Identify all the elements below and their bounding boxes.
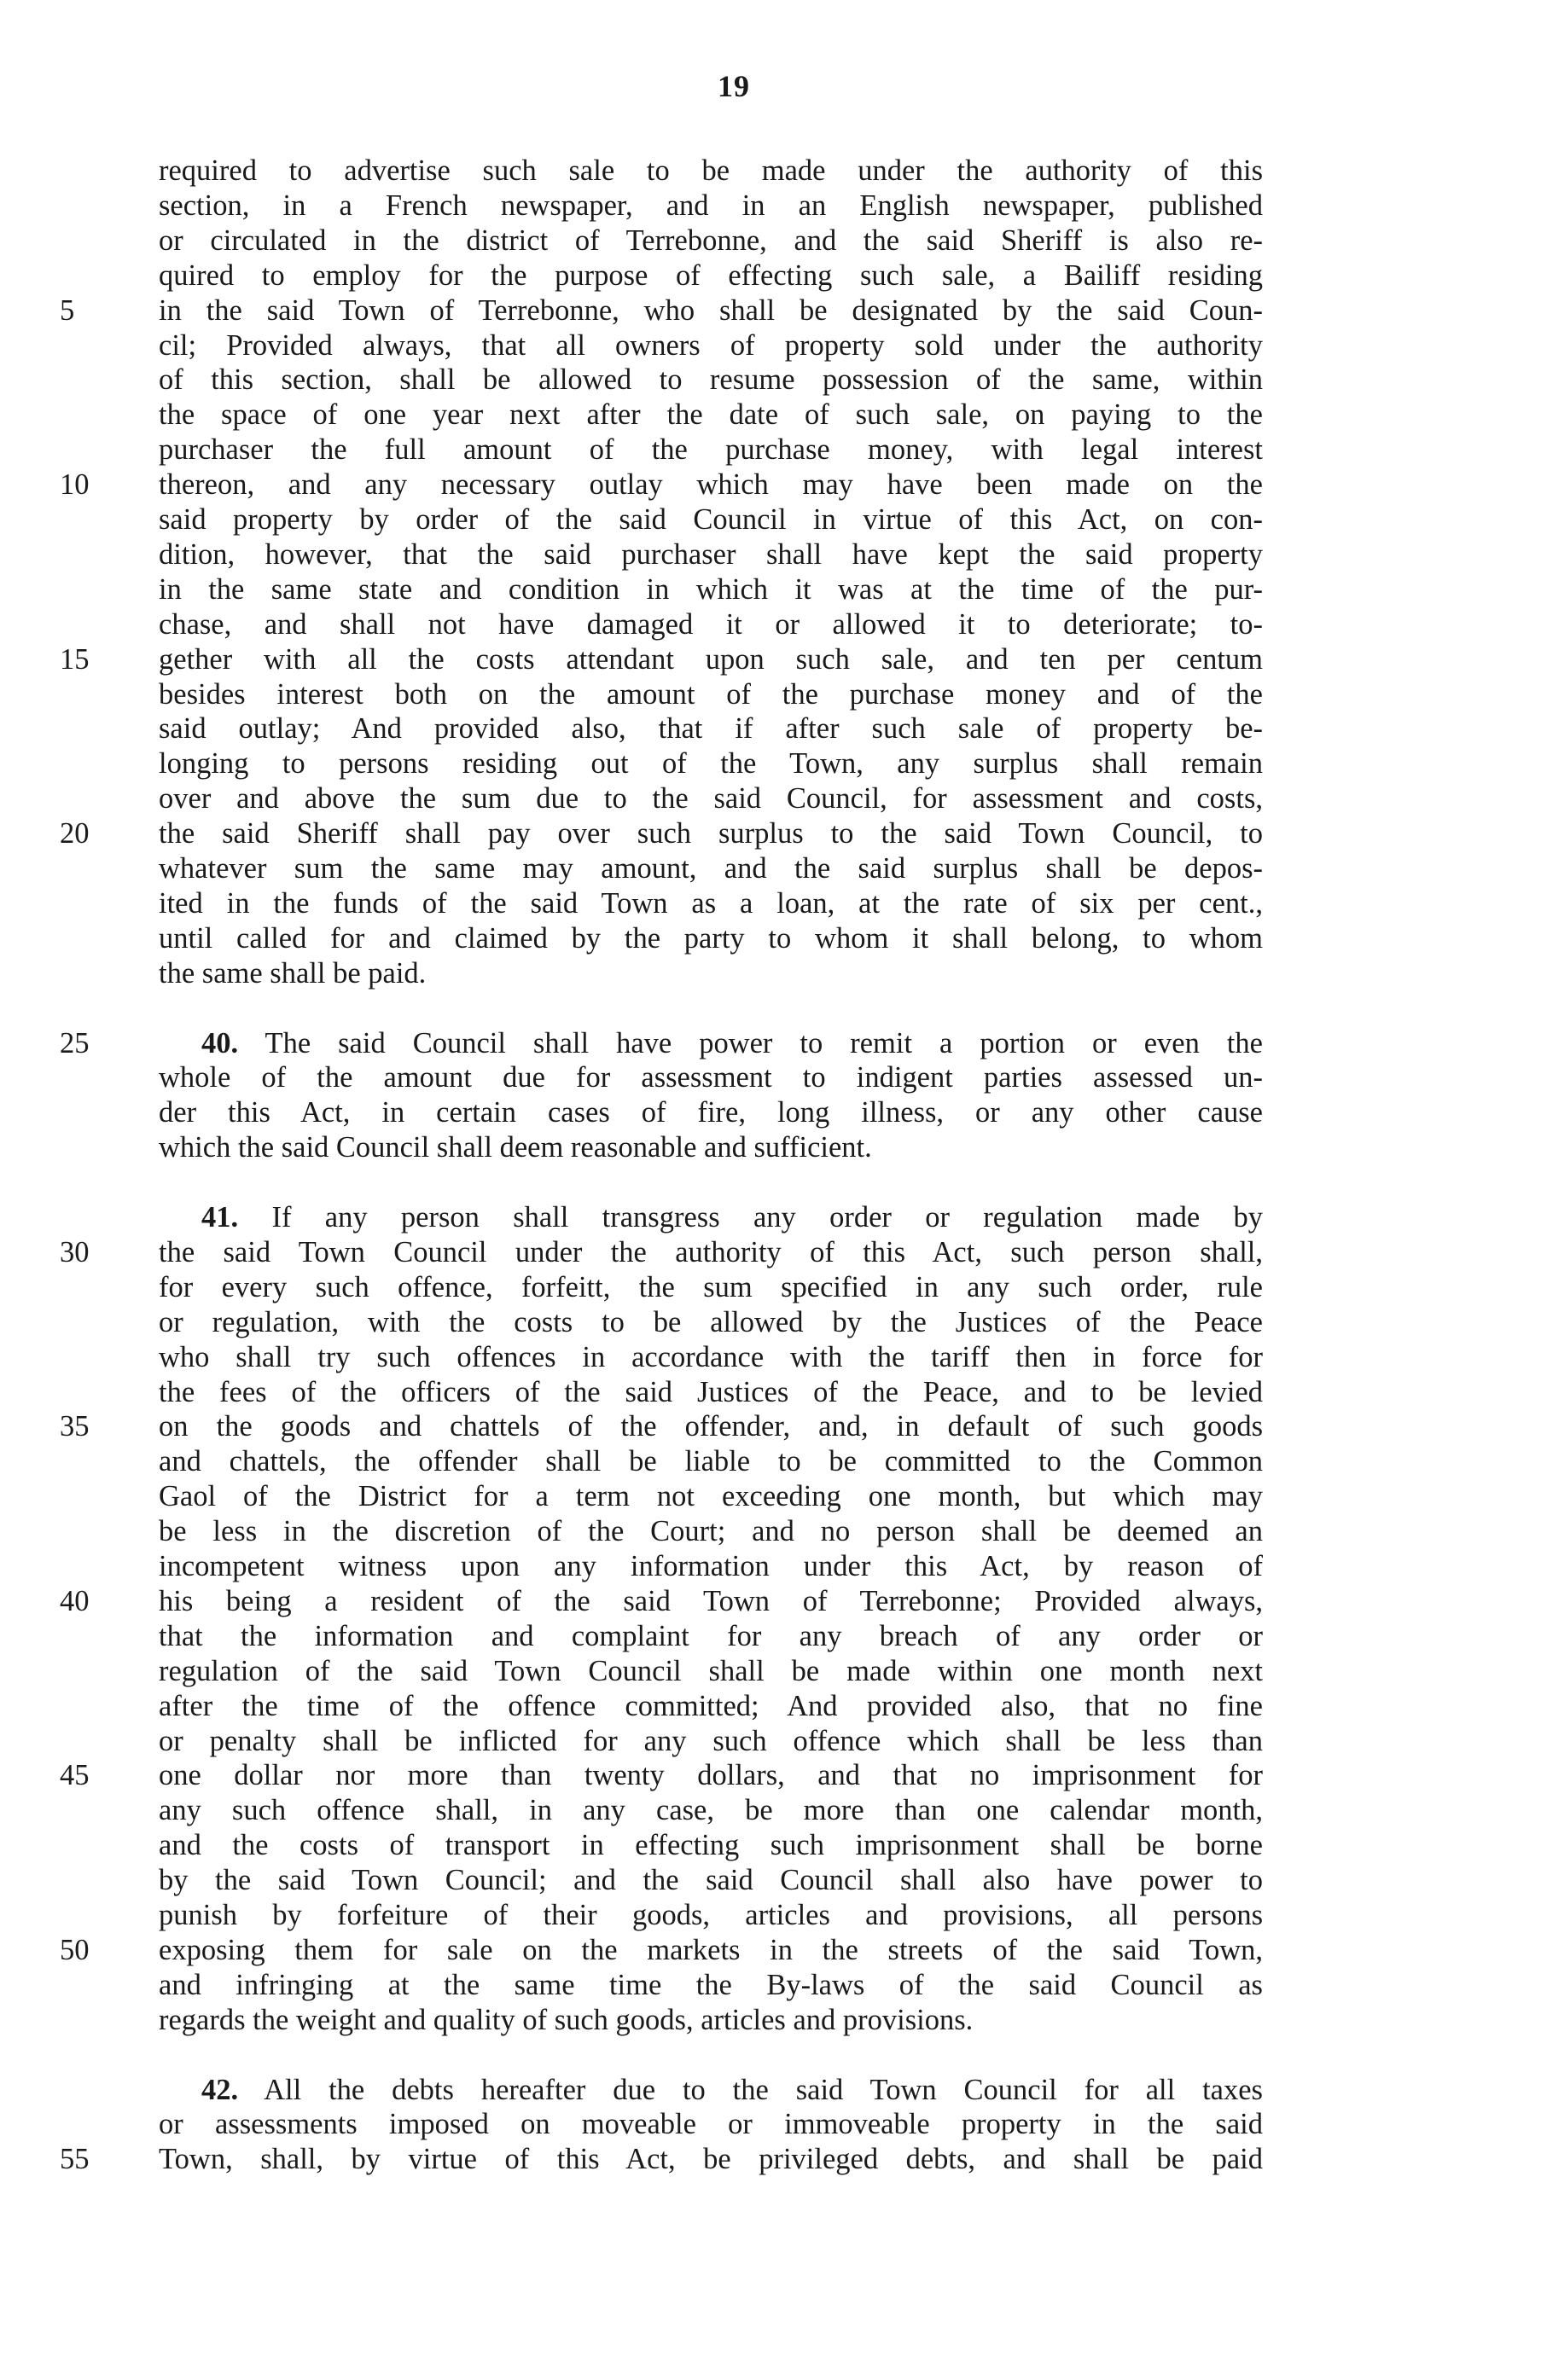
margin-line-number: 45 — [60, 1759, 90, 1792]
line-text: and the costs of transport in effecting such imprisonment shall be borne — [159, 1829, 1263, 1862]
text-line — [159, 2105, 1263, 2143]
text-line — [159, 1966, 1263, 2004]
line-text: exposing them for sale on the markets in the streets of the said Town, — [159, 1933, 1263, 1966]
line-text: be less in the discretion of the Court; and no person shall be deemed an — [159, 1515, 1263, 1548]
line-text: The said Council shall have power to remit a portion or even the — [265, 1026, 1263, 1059]
line-text: the fees of the officers of the said Justices of the Peace, and to be levied — [159, 1375, 1263, 1408]
text-line — [159, 1547, 1263, 1585]
line-text: one dollar nor more than twenty dollars, and that no imprisonment for — [159, 1759, 1263, 1792]
text-line — [159, 361, 1263, 398]
margin-line-number: 30 — [60, 1235, 90, 1268]
text-line — [159, 1234, 1263, 1271]
text-line — [159, 1756, 1263, 1794]
text-line — [159, 466, 1263, 503]
section-number: 40. — [201, 1026, 239, 1059]
text-line — [159, 955, 1263, 992]
section-first-line — [201, 1199, 1263, 1236]
line-text: in the same state and condition in which it was at the time of the pur- — [159, 572, 1263, 606]
text-line — [159, 2001, 1263, 2039]
line-text: the same shall be paid. — [159, 956, 427, 990]
text-line — [159, 1582, 1263, 1620]
margin-line-number: 50 — [60, 1933, 90, 1966]
margin-line-number: 5 — [60, 293, 75, 327]
line-text: If any person shall transgress any order or regulation made by — [271, 1201, 1263, 1234]
line-text: punish by forfeiture of their goods, articles and provisions, all persons — [159, 1899, 1263, 1931]
line-text: the said Sheriff shall pay over such surplus to the said Town Council, to — [159, 817, 1263, 850]
line-text: whatever sum the same may amount, and the said surplus shall be depos- — [159, 852, 1263, 885]
text-line — [159, 152, 1263, 189]
line-text: cil; Provided always, that all owners of property sold under the authority — [159, 328, 1263, 362]
text-line — [159, 850, 1263, 887]
margin-line-number: 25 — [60, 1026, 90, 1059]
line-text: quired to employ for the purpose of effecting such sale, a Bailiff residing — [159, 258, 1263, 292]
line-text: regards the weight and quality of such goods, articles and provisions. — [159, 2003, 974, 2036]
line-text: in the said Town of Terrebonne, who shall be designated by the said Coun- — [159, 293, 1263, 327]
line-text: the space of one year next after the date of such sale, on paying to the — [159, 398, 1263, 432]
line-text: and infringing at the same time the By-laws of the said Council as — [159, 1968, 1263, 2001]
text-line — [159, 187, 1263, 224]
section-number: 41. — [201, 1201, 239, 1234]
section-first-line — [201, 1025, 1263, 1062]
line-text: or assessments imposed on moveable or immoveable property in the said — [159, 2108, 1263, 2141]
text-line — [159, 327, 1263, 364]
margin-line-number: 20 — [60, 817, 90, 850]
line-text: his being a resident of the said Town of Terrebonne; Provided always, — [159, 1584, 1263, 1617]
margin-line-number: 10 — [60, 468, 90, 502]
text-line — [159, 1477, 1263, 1515]
text-line — [159, 1303, 1263, 1341]
line-text: or circulated in the district of Terrebonne, and the said Sheriff is also re- — [159, 223, 1263, 257]
text-line — [159, 1338, 1263, 1376]
text-line — [159, 641, 1263, 678]
line-text: All the debts hereafter due to the said Town Council for all taxes — [264, 2073, 1263, 2106]
line-text: required to advertise such sale to be made under the authority of this — [159, 154, 1263, 187]
line-text: incompetent witness upon any information under this Act, by reason of — [159, 1550, 1263, 1582]
text-line — [159, 1129, 1263, 1166]
line-text: on the goods and chattels of the offender, and, in default of such goods — [159, 1410, 1263, 1443]
line-text: Town, shall, by virtue of this Act, be privileged debts, and shall be paid — [159, 2143, 1263, 2176]
text-line — [159, 222, 1263, 259]
text-line — [159, 1826, 1263, 1864]
line-text: whole of the amount due for assessment to indigent parties assessed un- — [159, 1061, 1263, 1094]
text-line — [159, 815, 1263, 852]
text-line — [159, 2140, 1263, 2178]
text-line — [159, 1722, 1263, 1760]
text-line — [159, 1652, 1263, 1690]
line-text: chase, and shall not have damaged it or allowed it to deteriorate; to- — [159, 607, 1263, 641]
text-line — [159, 676, 1263, 713]
line-text: besides interest both on the amount of the purchase money and of the — [159, 677, 1263, 711]
text-line — [159, 431, 1263, 468]
line-text: for every such offence, forfeitt, the sum specified in any such order, rule — [159, 1270, 1263, 1303]
text-line — [159, 1408, 1263, 1445]
text-line — [159, 292, 1263, 329]
text-line — [159, 1931, 1263, 1969]
text-line — [159, 710, 1263, 747]
line-text: by the said Town Council; and the said Council shall also have power to — [159, 1864, 1263, 1897]
line-text: Gaol of the District for a term not exceeding one month, but which may — [159, 1480, 1263, 1513]
line-text: or regulation, with the costs to be allowed by the Justices of the Peace — [159, 1305, 1263, 1338]
text-line — [159, 1791, 1263, 1829]
text-line — [159, 745, 1263, 782]
page-number: 19 — [718, 69, 750, 103]
line-text: of this section, shall be allowed to resume possession of the same, within — [159, 363, 1263, 397]
line-text: the said Town Council under the authority of this Act, such person shall, — [159, 1235, 1263, 1268]
line-text: ited in the funds of the said Town as a loan, at the rate of six per cent., — [159, 886, 1263, 920]
text-line — [159, 536, 1263, 573]
line-text: which the said Council shall deem reasonable and sufficient. — [159, 1131, 872, 1164]
text-line — [159, 257, 1263, 294]
line-text: over and above the sum due to the said Council, for assessment and costs, — [159, 782, 1263, 816]
section-number: 42. — [201, 2073, 239, 2106]
line-text: after the time of the offence committed; And provided also, that no fine — [159, 1689, 1263, 1722]
line-text: purchaser the full amount of the purchase money, with legal interest — [159, 433, 1263, 467]
text-line — [159, 1094, 1263, 1131]
text-line — [159, 780, 1263, 817]
text-line — [159, 1687, 1263, 1725]
line-text: gether with all the costs attendant upon such sale, and ten per centum — [159, 642, 1263, 676]
text-line — [159, 885, 1263, 922]
line-text: or penalty shall be inflicted for any such offence which shall be less than — [159, 1724, 1263, 1757]
text-line — [159, 1059, 1263, 1096]
text-line — [159, 571, 1263, 608]
line-text: longing to persons residing out of the Town, any surplus shall remain — [159, 747, 1263, 781]
section-first-line — [201, 2071, 1263, 2109]
line-text: any such offence shall, in any case, be more than one calendar month, — [159, 1794, 1263, 1827]
margin-line-number: 35 — [60, 1410, 90, 1443]
text-line — [159, 1617, 1263, 1655]
line-text: until called for and claimed by the party to whom it shall belong, to whom — [159, 921, 1263, 955]
text-line — [159, 1896, 1263, 1934]
line-text: dition, however, that the said purchaser shall have kept the said property — [159, 537, 1263, 571]
margin-line-number: 55 — [60, 2143, 90, 2176]
line-text: section, in a French newspaper, and in an English newspaper, published — [159, 189, 1263, 222]
line-text: said outlay; And provided also, that if after such sale of property be- — [159, 712, 1263, 746]
text-line — [159, 501, 1263, 538]
text-line — [159, 920, 1263, 957]
line-text: der this Act, in certain cases of fire, long illness, or any other cause — [159, 1096, 1263, 1129]
text-line — [159, 606, 1263, 643]
text-line — [159, 396, 1263, 433]
margin-line-number: 15 — [60, 642, 90, 676]
text-line — [159, 1512, 1263, 1550]
text-line — [159, 1373, 1263, 1411]
text-line — [159, 1443, 1263, 1480]
line-text: regulation of the said Town Council shall be made within one month next — [159, 1654, 1263, 1687]
text-line — [159, 1861, 1263, 1899]
line-text: who shall try such offences in accordance with the tariff then in force for — [159, 1340, 1263, 1373]
text-line — [159, 1268, 1263, 1306]
margin-line-number: 40 — [60, 1584, 90, 1617]
line-text: said property by order of the said Council in virtue of this Act, on con- — [159, 503, 1263, 536]
line-text: and chattels, the offender shall be liable to be committed to the Common — [159, 1445, 1263, 1478]
line-text: that the information and complaint for any breach of any order or — [159, 1619, 1263, 1652]
line-text: thereon, and any necessary outlay which may have been made on the — [159, 468, 1263, 502]
